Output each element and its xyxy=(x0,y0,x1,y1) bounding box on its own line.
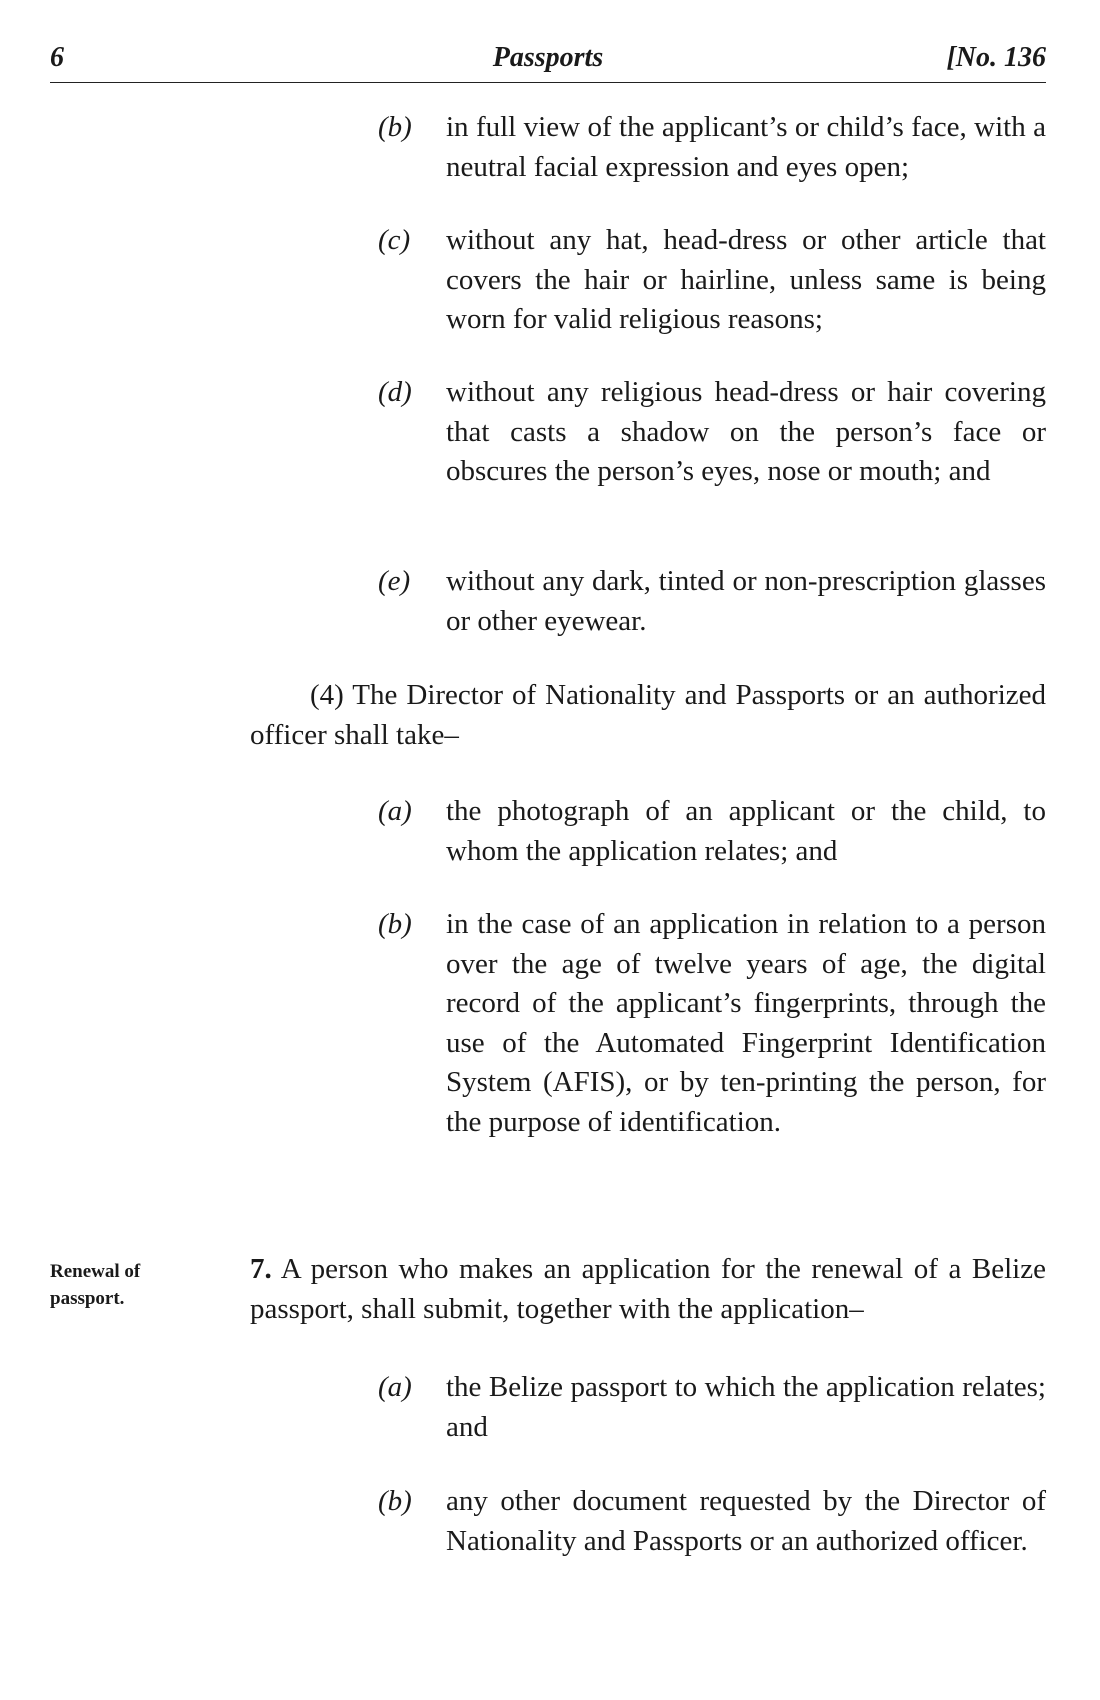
item-label: (b) xyxy=(378,908,412,940)
section-number: 7. xyxy=(250,1253,272,1285)
section-7-text xyxy=(250,1250,1046,1329)
item-text: the Belize passport to which the application relates; and xyxy=(446,1371,1046,1443)
list-item xyxy=(378,1368,1046,1447)
list-item xyxy=(378,1482,1046,1561)
item-label: (b) xyxy=(378,1485,412,1517)
list-item xyxy=(378,108,1046,187)
item-label: (e) xyxy=(378,565,411,597)
item-text: any other document requested by the Director of Nationality and Passports or an authorized officer. xyxy=(446,1485,1046,1557)
item-label: (b) xyxy=(378,111,412,143)
item-text: in full view of the applicant’s or child’s face, with a neutral facial expression and eyes open; xyxy=(446,111,1046,183)
item-label: (d) xyxy=(378,376,412,408)
margin-note: Renewal of passport. xyxy=(50,1261,141,1309)
item-text: without any hat, head-dress or other article that covers the hair or hairline, unless same is being worn for valid religious reasons; xyxy=(446,224,1046,335)
list-item xyxy=(378,562,1046,641)
running-header xyxy=(50,42,1046,82)
item-text: in the case of an application in relation to a person over the age of twelve years of age, the digital record of the applicant’s fingerprints, through the use of the Automated Fingerprint Identification System (AFIS), or by ten-printing the person, for the purpose of identification. xyxy=(446,908,1046,1138)
subsection-4-text: (4) The Director of Nationality and Passports or an authorized officer shall take– xyxy=(250,679,1046,751)
list-item xyxy=(378,905,1046,1142)
header-title: Passports xyxy=(492,42,604,73)
list-item xyxy=(378,221,1046,340)
item-label: (a) xyxy=(378,1371,412,1403)
list-item xyxy=(378,373,1046,492)
section-body: A person who makes an application for the renewal of a Belize passport, shall submit, together with the application– xyxy=(250,1253,1046,1325)
header-rule xyxy=(50,82,1046,83)
item-text: without any religious head-dress or hair covering that casts a shadow on the person’s face or obscures the person’s eyes, nose or mouth; and xyxy=(446,376,1046,487)
item-label: (c) xyxy=(378,224,411,256)
item-text: without any dark, tinted or non-prescription glasses or other eyewear. xyxy=(446,565,1046,637)
item-text: the photograph of an applicant or the child, to whom the application relates; and xyxy=(446,795,1046,867)
list-item xyxy=(378,792,1046,871)
header-act-number: [No. 136 xyxy=(946,42,1046,73)
item-label: (a) xyxy=(378,795,412,827)
header-page-number: 6 xyxy=(50,42,64,73)
